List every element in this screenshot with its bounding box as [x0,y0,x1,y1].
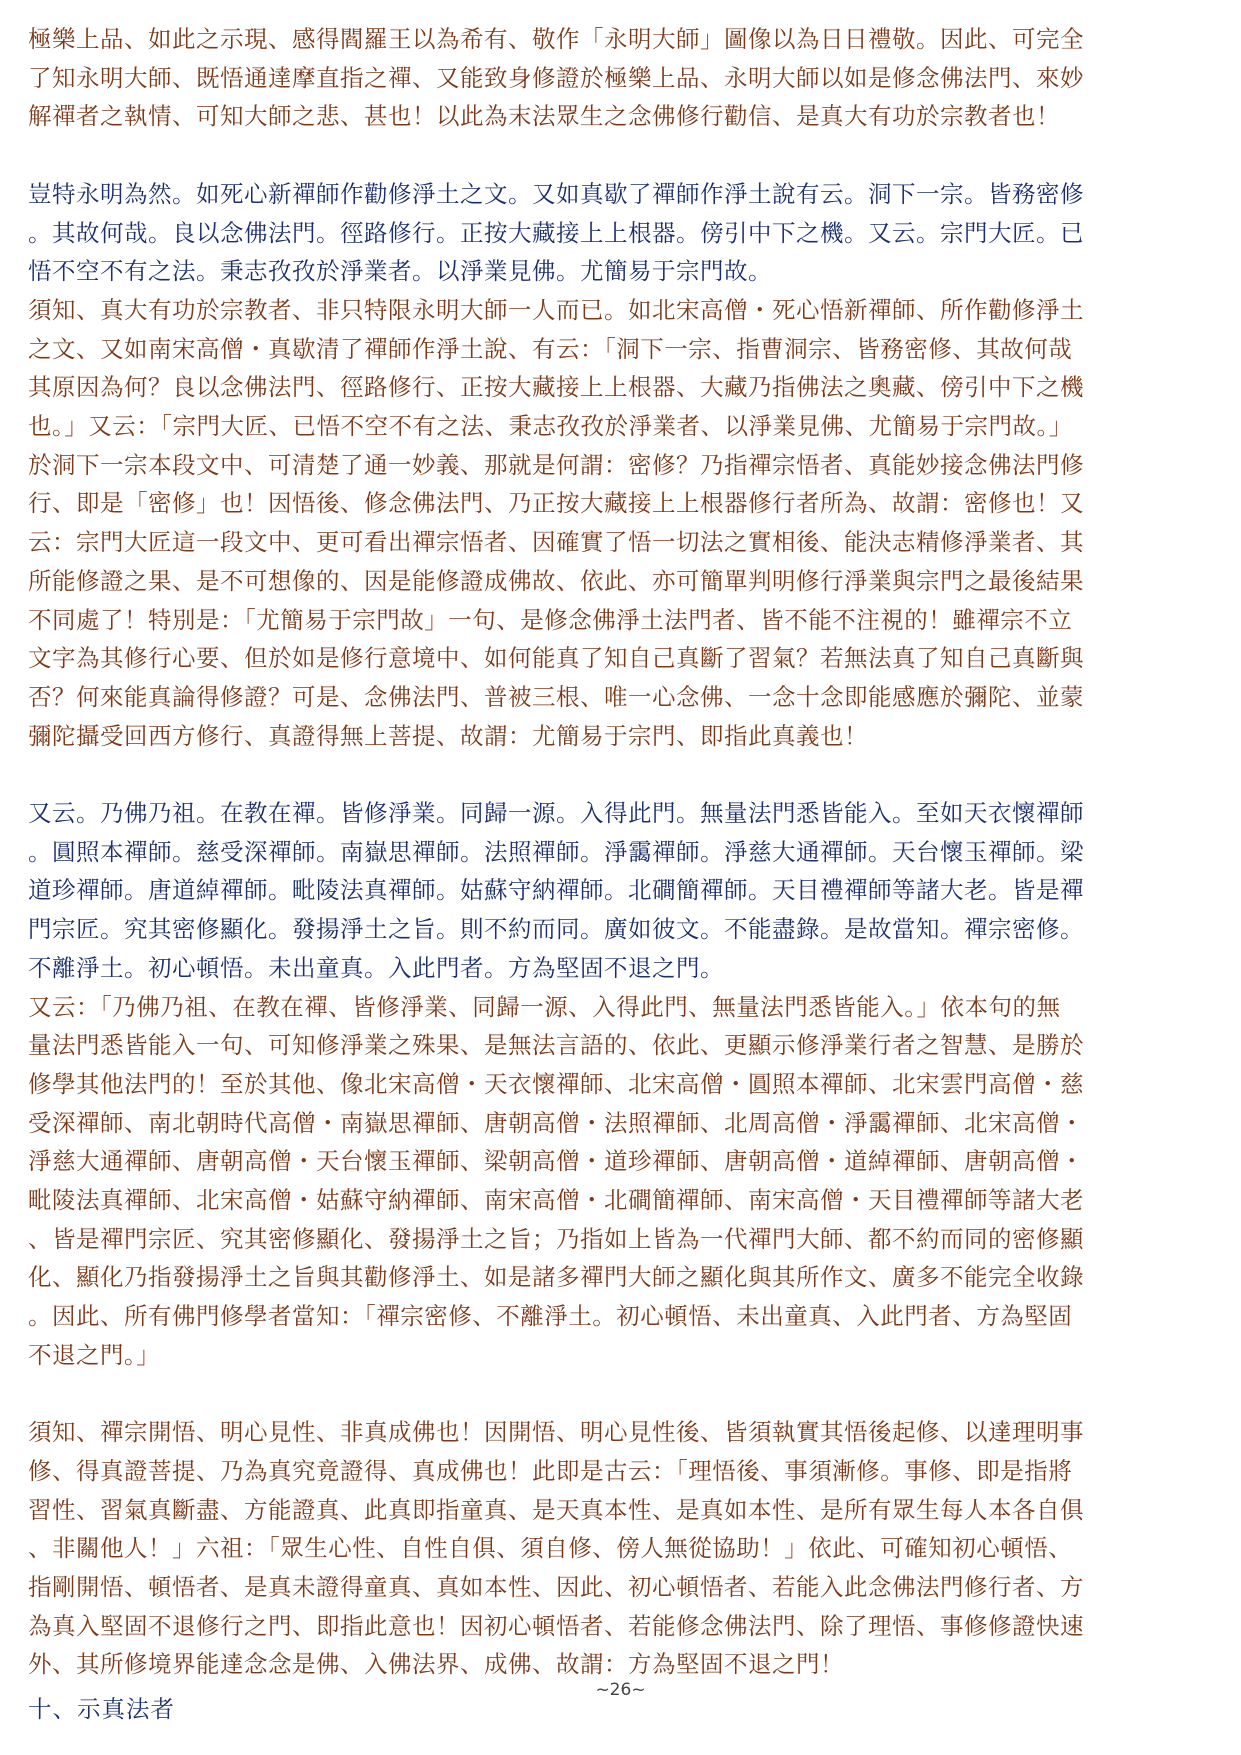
text-line: 也。」又云：「宗門大匠、已悟不空不有之法、秉志孜孜於淨業者、以淨業見佛、尤簡易于宗門故。」 [28,412,1073,441]
text-line: 於洞下一宗本段文中、可清楚了通一妙義、那就是何謂：密修？乃指禪宗悟者、真能妙接念佛法門修 [28,450,1084,479]
text-line: 修學其他法門的！至於其他、像北宋高僧・天衣懷禪師、北宋高僧・圓照本禪師、北宋雲門高僧・慈 [28,1069,1084,1098]
text-line: 修、得真證菩提、乃為真究竟證得、真成佛也！此即是古云：「理悟後、事須漸修。事修、即是指將 [28,1456,1073,1485]
text-line: 。因此、所有佛門修學者當知：「禪宗密修、不離淨土。初心頓悟、未出童真、入此門者、方為堅固 [28,1302,1073,1331]
text-line: 悟不空不有之法。秉志孜孜於淨業者。以淨業見佛。尤簡易于宗門故。 [28,257,772,286]
quote-paragraph-buddhas-patriarchs [28,794,1218,988]
text-line: 。其故何哉。良以念佛法門。徑路修行。正按大藏接上上根器。傍引中下之機。又云。宗門大匠。已 [28,218,1084,247]
text-line: 又云：「乃佛乃祖、在教在禪、皆修淨業、同歸一源、入得此門、無量法門悉皆能入。」依本句的無 [28,992,1061,1021]
text-line: 毗陵法真禪師、北宋高僧・姑蘇守納禪師、南宋高僧・北磵簡禪師、南宋高僧・天目禮禪師等諸大老 [28,1186,1084,1215]
text-line: 受深禪師、南北朝時代高僧・南嶽思禪師、唐朝高僧・法照禪師、北周高僧・淨靄禪師、北宋高僧・ [28,1108,1084,1137]
text-line: 化、顯化乃指發揚淨土之旨與其勸修淨土、如是諸多禪門大師之顯化與其所作文、廣多不能完全收錄 [28,1263,1084,1292]
text-line: 其原因為何？良以念佛法門、徑路修行、正按大藏接上上根器、大藏乃指佛法之奧藏、傍引中下之機 [28,373,1084,402]
text-line: 門宗匠。究其密修顯化。發揚淨土之旨。則不約而同。廣如彼文。不能盡錄。是故當知。禪宗密修。 [28,915,1084,944]
text-line: 不退之門。」 [28,1340,161,1369]
text-line: 之文、又如南宋高僧・真歇清了禪師作淨土說、有云：「洞下一宗、指曹洞宗、皆務密修、其故何哉 [28,334,1073,363]
paragraph-yongming-conclusion [28,20,1218,136]
quote-paragraph-sixin-zhenxie [28,175,1218,291]
text-line: 了知永明大師、既悟通達摩直指之禪、又能致身修證於極樂上品、永明大師以如是修念佛法門、來妙 [28,63,1084,92]
text-line: 不離淨土。初心頓悟。未出童真。入此門者。方為堅固不退之門。 [28,953,724,982]
text-line: 為真入堅固不退修行之門、即指此意也！因初心頓悟者、若能修念佛法門、除了理悟、事修修證快速 [28,1611,1084,1640]
text-line: 。圓照本禪師。慈受深禪師。南嶽思禪師。法照禪師。淨靄禪師。淨慈大通禪師。天台懷玉禪師。梁 [28,837,1084,866]
commentary-paragraph-awakening [28,1413,1218,1684]
text-line: 須知、真大有功於宗教者、非只特限永明大師一人而已。如北宋高僧・死心悟新禪師、所作勸修淨土 [28,295,1084,324]
paragraph-gap [28,755,1218,794]
text-line: 行、即是「密修」也！因悟後、修念佛法門、乃正按大藏接上上根器修行者所為、故謂：密修也！又 [28,489,1084,518]
text-line: 道珍禪師。唐道綽禪師。毗陵法真禪師。姑蘇守納禪師。北磵簡禪師。天目禮禪師等諸大老。皆是禪 [28,876,1084,905]
paragraph-gap [28,136,1218,175]
text-line: 、皆是禪門宗匠、究其密修顯化、發揚淨土之旨；乃指如上皆為一代禪門大師、都不約而同的密修顯 [28,1224,1084,1253]
text-line: 又云。乃佛乃祖。在教在禪。皆修淨業。同歸一源。入得此門。無量法門悉皆能入。至如天衣懷禪師 [28,799,1084,828]
commentary-paragraph-chan-masters [28,988,1218,1375]
text-line: 云：宗門大匠這一段文中、更可看出禪宗悟者、因確實了悟一切法之實相後、能決志精修淨業者、其 [28,528,1084,557]
text-line: 否？何來能真論得修證？可是、念佛法門、普被三根、唯一心念佛、一念十念即能感應於彌陀、並蒙 [28,682,1084,711]
text-line: 不同處了！特別是：「尤簡易于宗門故」一句、是修念佛淨土法門者、皆不能不注視的！雖禪宗不立 [28,605,1073,634]
text-line: 極樂上品、如此之示現、感得閻羅王以為希有、敬作「永明大師」圖像以為日日禮敬。因此、可完全 [28,25,1084,53]
text-line: 指剛開悟、頓悟者、是真未證得童真、真如本性、因此、初心頓悟者、若能入此念佛法門修行者、方 [28,1573,1084,1602]
text-line: 所能修證之果、是不可想像的、因是能修證成佛故、依此、亦可簡單判明修行淨業與宗門之最後結果 [28,566,1084,595]
text-line: 外、其所修境界能達念念是佛、入佛法界、成佛、故謂：方為堅固不退之門！ [28,1650,844,1679]
text-line: 文字為其修行心要、但於如是修行意境中、如何能真了知自己真斷了習氣？若無法真了知自己真斷與 [28,644,1084,673]
text-line: 彌陀攝受回西方修行、真證得無上菩提、故謂：尤簡易于宗門、即指此真義也！ [28,721,868,750]
text-line: 、非關他人！」六祖：「眾生心性、自性自俱、須自修、傍人無從協助！」依此、可確知初心頓悟、 [28,1534,1073,1563]
text-line: 須知、禪宗開悟、明心見性、非真成佛也！因開悟、明心見性後、皆須執實其悟後起修、以達理明事 [28,1418,1084,1447]
text-line: 量法門悉皆能入一句、可知修淨業之殊果、是無法言語的、依此、更顯示修淨業行者之智慧、是勝於 [28,1031,1084,1060]
text-line: 習性、習氣真斷盡、方能證真、此真即指童真、是天真本性、是真如本性、是所有眾生每人本各自俱 [28,1495,1084,1524]
document-page [28,20,1218,1729]
text-line: 淨慈大通禪師、唐朝高僧・天台懷玉禪師、梁朝高僧・道珍禪師、唐朝高僧・道綽禪師、唐朝高僧・ [28,1147,1084,1176]
page-number: ~26~ [595,1680,646,1700]
paragraph-gap [28,1375,1218,1414]
commentary-paragraph-secret-practice [28,291,1218,755]
section-heading: 十、示真法者 [28,1695,175,1724]
text-line: 解禪者之執情、可知大師之悲、甚也！以此為末法眾生之念佛修行勸信、是真大有功於宗教者也！ [28,102,1060,131]
text-line: 豈特永明為然。如死心新禪師作勸修淨土之文。又如真歇了禪師作淨土說有云。洞下一宗。皆務密修 [28,179,1084,208]
